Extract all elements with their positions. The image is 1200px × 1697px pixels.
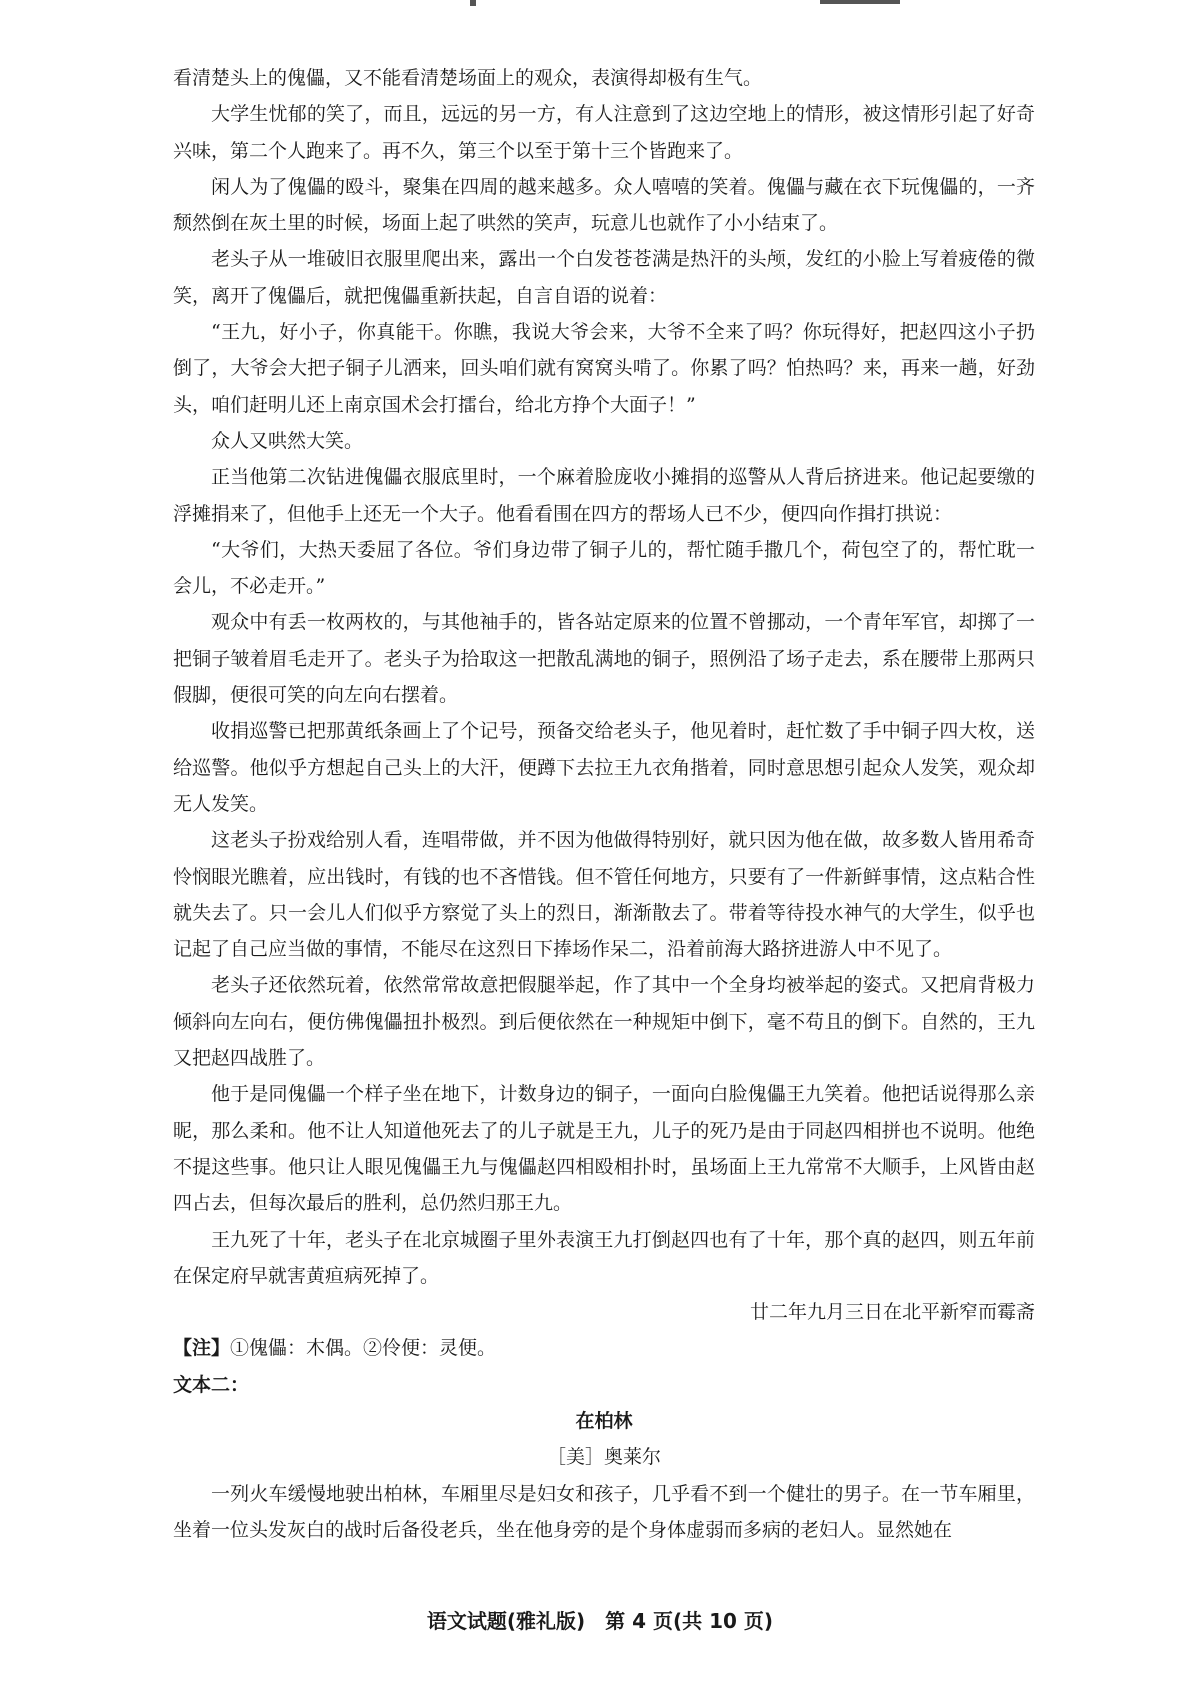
paragraph: 闲人为了傀儡的殴斗，聚集在四周的越来越多。众人嘻嘻的笑着。傀儡与藏在衣下玩傀儡的，一齐颓然倒在灰土里的时候，场面上起了哄然的笑声，玩意儿也就作了小小结束了。	[173, 175, 1035, 235]
signature: 廿二年九月三日在北平新窄而霉斋	[749, 1301, 1035, 1324]
paragraph: 正当他第二次钻进傀儡衣服底里时，一个麻着脸庞收小摊捐的巡警从人背后挤进来。他记起要缴的浮摊捐来了，但他手上还无一个大子。他看看围在四方的帮场人已不少，便四向作揖打拱说：	[173, 466, 1035, 525]
paragraph: 老头子从一堆破旧衣服里爬出来，露出一个白发苍苍满是热汗的头颅，发红的小脸上写着疲倦的微笑，离开了傀儡后，就把傀儡重新扶起，自言自语的说着：	[173, 248, 1035, 307]
page-footer: 语文试题(雅礼版) 第 4 页(共 10 页)	[426, 1609, 774, 1633]
paragraph: 老头子还依然玩着，依然常常故意把假腿举起，作了其中一个全身均被举起的姿式。又把肩背极力倾斜向左向右，便仿佛傀儡扭扑极烈。到后便依然在一种规矩中倒下，毫不苟且的倒下。自然的，王九又把赵四战胜了。	[173, 974, 1035, 1070]
scan-mark	[470, 0, 476, 6]
paragraph: 他于是同傀儡一个样子坐在地下，计数身边的铜子，一面向白脸傀儡王九笑着。他把话说得那么亲昵，那么柔和。他不让人知道他死去了的儿子就是王九，儿子的死乃是由于同赵四相拼也不说明。他绝不提这些事。他只让人眼见傀儡王九与傀儡赵四相殴相扑时，虽场面上王九常常不大顺手，上风皆由赵四占去，但每次最后的胜利，总仍然归那王九。	[173, 1083, 1035, 1215]
text2-label: 文本二：	[173, 1373, 250, 1396]
paragraph: 这老头子扮戏给别人看，连唱带做，并不因为他做得特别好，就只因为他在做，故多数人皆用希奇怜悯眼光瞧着，应出钱时，有钱的也不吝惜钱。但不管任何地方，只要有了一件新鲜事情，这点粘合性就失去了。只一会儿人们似乎方察觉了头上的烈日，渐渐散去了。带着等待投水神气的大学生，似乎也记起了自己应当做的事情，不能尽在这烈日下捧场作呆二，沿着前海大路挤进游人中不见了。	[173, 829, 1035, 961]
paragraph: 王九死了十年，老头子在北京城圈子里外表演王九打倒赵四也有了十年，那个真的赵四，则五年前在保定府早就害黄疸病死掉了。	[173, 1228, 1035, 1287]
scan-mark	[820, 0, 900, 4]
paragraph: 大学生忧郁的笑了，而且，远远的另一方，有人注意到了这边空地上的情形，被这情形引起了好奇兴味，第二个人跑来了。再不久，第三个以至于第十三个皆跑来了。	[173, 103, 1035, 162]
paragraph: 观众中有丢一枚两枚的，与其他袖手的，皆各站定原来的位置不曾挪动，一个青年军官，却掷了一把铜子皱着眉毛走开了。老头子为拾取这一把散乱满地的铜子，照例沿了场子走去，系在腰带上那两只假脚，便很可笑的向左向右摆着。	[173, 611, 1035, 707]
paragraph: 收捐巡警已把那黄纸条画上了个记号，预备交给老头子，他见着时，赶忙数了手中铜子四大枚，送给巡警。他似乎方想起自己头上的大汗，便蹲下去拉王九衣角揩着，同时意思想引起众人发笑，观众却无人发笑。	[173, 720, 1035, 815]
text-body	[173, 60, 1035, 1548]
note-label: 【注】	[173, 1337, 231, 1360]
text2-author: ［美］奥莱尔	[546, 1446, 661, 1469]
text2-title: 在柏林	[575, 1409, 633, 1432]
note-text: ①傀儡：木偶。②伶便：灵便。	[230, 1337, 497, 1360]
paragraph: 看清楚头上的傀儡，又不能看清楚场面上的观众，表演得却极有生气。	[173, 67, 763, 89]
paragraph: “王九，好小子，你真能干。你瞧，我说大爷会来，大爷不全来了吗？你玩得好，把赵四这小子扔倒了，大爷会大把子铜子儿洒来，回头咱们就有窝窝头啃了。你累了吗？怕热吗？来，再来一趟，好劲头，咱们赶明儿还上南京国术会打擂台，给北方挣个大面子！”	[173, 321, 1035, 416]
note	[173, 1330, 1035, 1366]
paragraph: 众人又哄然大笑。	[211, 429, 364, 452]
paragraph: “大爷们，大热天委屈了各位。爷们身边带了铜子儿的，帮忙随手撒几个，荷包空了的，帮忙耽一会儿，不必走开。”	[173, 538, 1035, 598]
text2-paragraph: 一列火车缓慢地驶出柏林，车厢里尽是妇女和孩子，几乎看不到一个健壮的男子。在一节车厢里，坐着一位头发灰白的战时后备役老兵，坐在他身旁的是个身体虚弱而多病的老妇人。显然她在	[173, 1482, 1035, 1541]
